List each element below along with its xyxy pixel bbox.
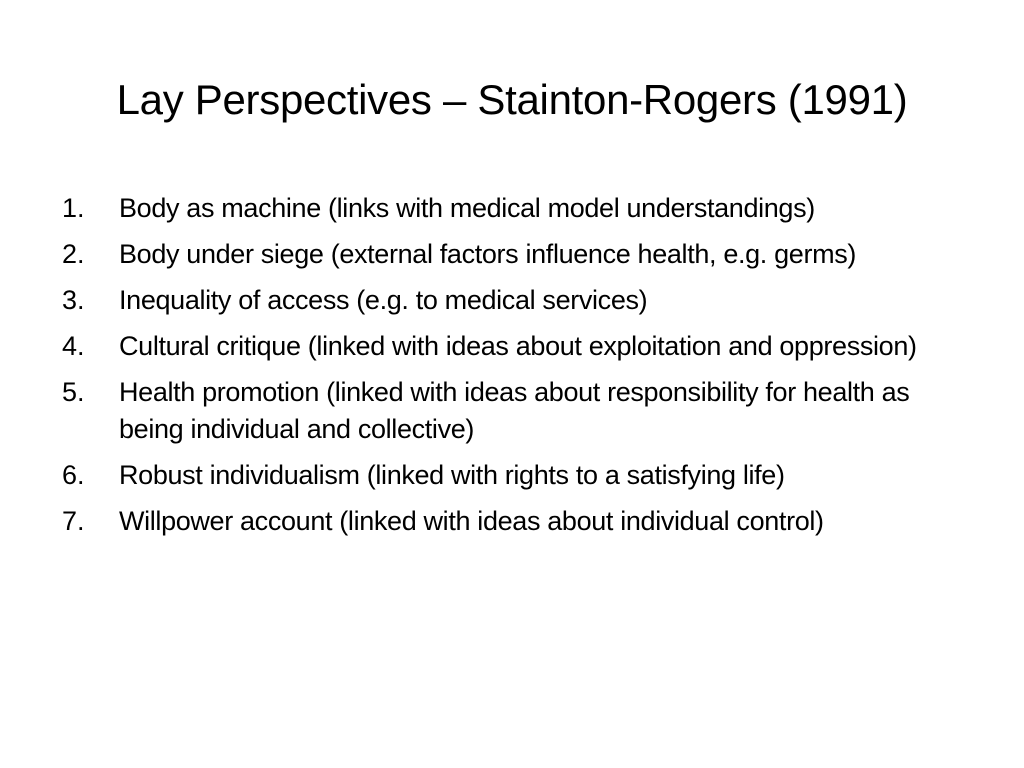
- list-item: [62, 190, 962, 227]
- numbered-list: [62, 190, 962, 549]
- list-item-number: 1.: [62, 193, 85, 223]
- list-item-text: Health promotion (linked with ideas about responsibility for health as being individual and collective): [119, 377, 910, 444]
- list-item: [62, 503, 962, 540]
- list-item: [62, 328, 962, 365]
- list-item-text: Body as machine (links with medical model understandings): [119, 193, 815, 223]
- list-item-number: 2.: [62, 239, 85, 269]
- list-item-text: Willpower account (linked with ideas about individual control): [119, 506, 824, 536]
- list-item-number: 4.: [62, 331, 85, 361]
- list-item: [62, 374, 962, 448]
- slide-title: Lay Perspectives – Stainton-Rogers (1991): [116, 76, 908, 123]
- list-item-number: 3.: [62, 285, 85, 315]
- list-item-number: 6.: [62, 460, 85, 490]
- list-item: [62, 457, 962, 494]
- list-item-text: Cultural critique (linked with ideas about exploitation and oppression): [119, 331, 917, 361]
- list-item-text: Inequality of access (e.g. to medical services): [119, 285, 648, 315]
- list-item: [62, 236, 962, 273]
- list-item: [62, 282, 962, 319]
- list-item-number: 5.: [62, 377, 85, 407]
- list-item-number: 7.: [62, 506, 85, 536]
- list-item-text: Body under siege (external factors influence health, e.g. germs): [119, 239, 857, 269]
- list-item-text: Robust individualism (linked with rights to a satisfying life): [119, 460, 785, 490]
